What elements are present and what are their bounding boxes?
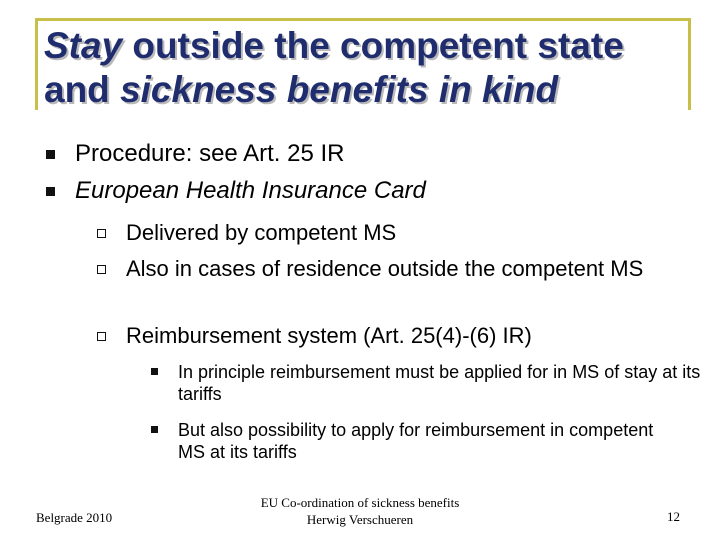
hollow-square-bullet-icon <box>97 229 106 238</box>
sub-sub-bullet-possibility-text: But also possibility to apply for reimbursement in competent MS at its tariffs <box>178 420 654 462</box>
frame-right-line <box>688 18 691 110</box>
footer-left: Belgrade 2010 <box>36 510 113 525</box>
title-middle: outside the competent state and <box>44 25 624 110</box>
hollow-square-bullet-icon <box>97 265 106 274</box>
slide-title <box>44 24 684 112</box>
frame-left-line <box>35 18 38 110</box>
page-number: 12 <box>667 509 680 524</box>
square-bullet-icon <box>46 150 55 159</box>
sub-sub-bullet-principle-text: In principle reimbursement must be applied for in MS of stay at its tariffs <box>178 362 701 404</box>
footer-center <box>240 494 480 528</box>
sub-sub-bullet-principle-row <box>151 361 720 405</box>
sub-bullet-delivered <box>97 219 686 246</box>
frame-top-line <box>35 18 690 21</box>
footer-center-line1: EU Co-ordination of sickness benefits <box>260 495 460 510</box>
square-bullet-icon <box>46 187 55 196</box>
title-italic-stay: Stay <box>44 25 123 66</box>
sub-bullet-reimbursement <box>97 322 686 349</box>
sub-bullet-reimbursement-text: Reimbursement system (Art. 25(4)-(6) IR) <box>126 323 532 348</box>
sub-bullet-delivered-text: Delivered by competent MS <box>126 220 397 245</box>
square-bullet-icon <box>151 426 158 433</box>
bullet-ehic-text: European Health Insurance Card <box>75 177 426 204</box>
sub-bullet-residence-text: Also in cases of residence outside the competent MS <box>126 256 644 281</box>
bullet-procedure <box>46 140 344 168</box>
footer-center-line2: Herwig Verschueren <box>306 512 414 527</box>
bullet-procedure-text: Procedure: see Art. 25 IR <box>75 140 345 167</box>
bullet-ehic <box>46 177 426 205</box>
sub-sub-bullet-possibility <box>151 419 678 463</box>
square-bullet-icon <box>151 368 158 375</box>
sub-sub-bullet-principle <box>97 361 104 375</box>
title-italic-benefits: sickness benefits in kind <box>120 69 559 110</box>
hollow-square-bullet-icon <box>97 332 106 341</box>
sub-bullet-residence <box>97 255 691 282</box>
